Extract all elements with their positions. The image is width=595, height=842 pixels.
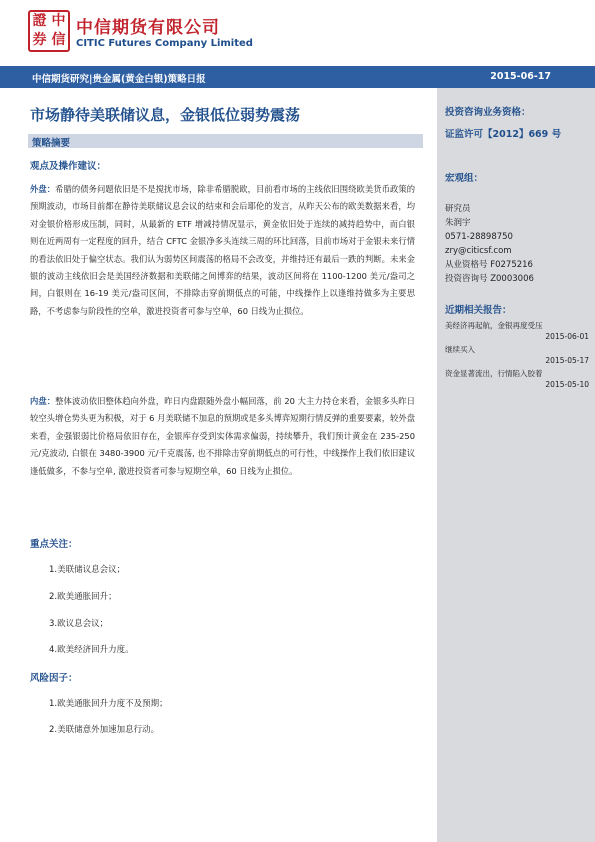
report-series: 中信期货研究|贵金属(黄金白银)策略日报 (32, 74, 206, 85)
seal-char: 證 (32, 13, 47, 29)
company-name-cn: 中信期货有限公司 (76, 18, 220, 38)
risk-item: 1.欧美通胀回升力度不及预期； (49, 699, 168, 709)
summary-section-band (28, 134, 423, 148)
analyst-name: 朱润宇 (445, 218, 471, 228)
analyst-license: 从业资格号 F0275216 (445, 260, 533, 270)
analyst-title: 研究员 (445, 204, 471, 214)
qualification-heading: 投资咨询业务资格： (445, 107, 531, 118)
macro-group-heading: 宏观组： (445, 173, 484, 184)
related-report-title[interactable]: 继续买入 (445, 345, 475, 354)
views-heading: 观点及操作建议： (30, 161, 107, 172)
outer-market-text: 希腊的债务问题依旧是不是搅扰市场，除非希腊脱欧，目前看市场的主线依旧围绕欧美货币政策的预期波动，市场目前都在静待美联储议息会议的结束和会后耶伦的发言，从昨天公布的欧美数据来看，均对金银价格形成压制，同时，从最新的 ETF 增减持情况显示，黄金依旧处于连续的减持趋势中，而白银则在近两周有一定程度的回升，结合 CFTC 金银净多头连续三周的环比回落，目前市场对于金银未来行情的看法依旧处于偏空状态。我们认为弱势区间震荡的格局不会改变，并维持还有最后一跌的判断。未来金银的波动主线依旧会是美国经济数据和美联储之间博弈的结果，波动区间将在 1100-1200 美元/盎司之间，白银则在 16-19 美元/盎司区间，不排除击穿前期低点的可能，中线操作上以逢维持做多为主要思路，不考虑参与阶段性的空单，激进投资者可参与空单，60 日线为止损位。 (30, 184, 415, 316)
company-logo-seal (28, 10, 70, 52)
analyst-phone: 0571-28898750 (445, 232, 513, 242)
report-date: 2015-06-17 (490, 71, 551, 82)
focus-item: 3.欧议息会议； (49, 619, 109, 629)
focus-item: 1.美联储议息会议； (49, 565, 126, 575)
report-header-bar (0, 66, 595, 88)
inner-market-paragraph (30, 393, 415, 480)
focus-item: 2.欧美通胀回升； (49, 592, 117, 602)
related-report-date: 2015-05-10 (545, 380, 589, 389)
related-reports-heading: 近期相关报告： (445, 305, 512, 316)
summary-section-title: 策略摘要 (32, 138, 71, 149)
analyst-consult-id: 投资咨询号 Z0003006 (445, 274, 534, 284)
inner-market-text: 整体波动依旧整体趋向外盘，昨日内盘跟随外盘小幅回落，前 20 大主力持仓来看，金银多头昨日较空头增仓势头更为积极，对于 6 月美联储不加息的预期或是多头博弈短期行情反弹的重要要素，较外盘来看，金强银弱比价格局依旧存在，金银库存受到实体需求偏弱，持续攀升，我们预计黄金在 235-250 元/克波动, 白银在 3480-3900 元/千克震荡, 也不排除击穿前期低点的可行性，中线操作上我们依旧建议逢低做多，不参与空单, 激进投资者可参与短期空单，60 日线为止损位。 (30, 396, 415, 476)
seal-char: 信 (51, 32, 66, 48)
risk-heading: 风险因子： (30, 673, 78, 684)
risk-item: 2.美联储意外加速加息行动。 (49, 725, 160, 735)
seal-char: 券 (32, 32, 47, 48)
related-report-title[interactable]: 资金显著流出，行情陷入胶着 (445, 369, 543, 378)
page-title: 市场静待美联储议息，金银低位弱势震荡 (30, 106, 301, 124)
inner-market-label: 内盘： (30, 396, 56, 406)
sidebar-panel (437, 88, 595, 842)
seal-char: 中 (51, 13, 66, 29)
analyst-email: zry@citicsf.com (445, 246, 512, 256)
outer-market-label: 外盘： (30, 184, 56, 194)
focus-heading: 重点关注： (30, 539, 78, 550)
related-report-date: 2015-06-01 (545, 332, 589, 341)
related-report-title[interactable]: 美经济再起航，金银再度受压 (445, 321, 543, 330)
license-number: 证监许可【2012】669 号 (445, 129, 562, 140)
outer-market-paragraph (30, 181, 415, 320)
related-report-date: 2015-05-17 (545, 356, 589, 365)
company-name-en: CITIC Futures Company Limited (76, 38, 253, 49)
focus-item: 4.欧美经济回升力度。 (49, 645, 134, 655)
